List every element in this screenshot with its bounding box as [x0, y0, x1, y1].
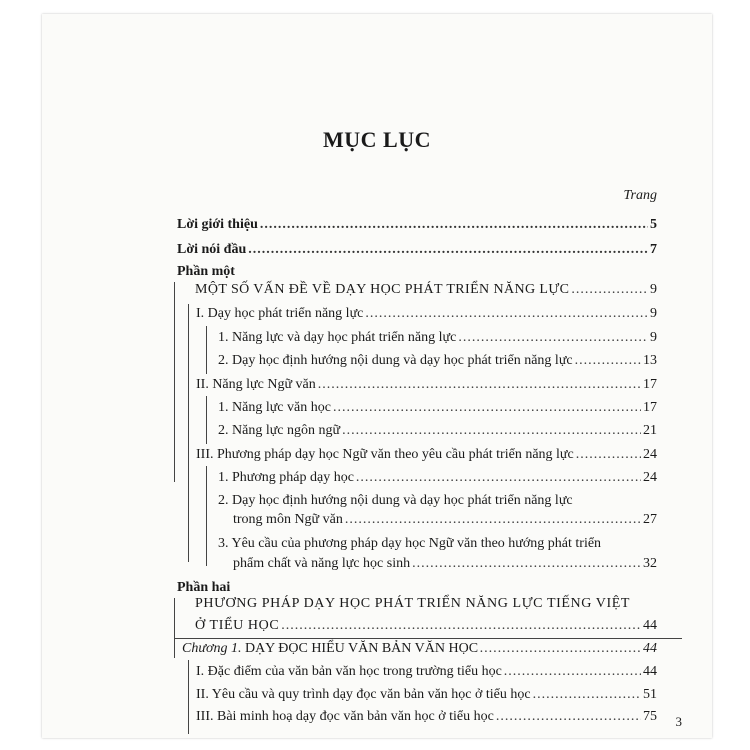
- toc-section: I. Đặc điểm của văn bản văn học trong trường tiểu học ..... 44: [196, 664, 657, 680]
- toc-subsection-line1: 3. Yêu cầu của phương pháp dạy học Ngữ văn theo hướng phát triển: [218, 536, 602, 551]
- toc-section: II. Yêu cầu và quy trình dạy đọc văn bản văn học ở tiểu học ..... 51: [196, 687, 657, 703]
- part-one-heading: MỘT SỐ VẤN ĐỀ VỀ DẠY HỌC PHÁT TRIỂN NĂNG LỰC ..... 9: [195, 282, 657, 298]
- toc-section: I. Dạy học phát triển năng lực ..... 9: [196, 306, 657, 322]
- toc-section: III. Phương pháp dạy học Ngữ văn theo yêu cầu phát triển năng lực ..... 24: [196, 447, 657, 463]
- toc-chapter-1: Chương 1. DẠY ĐỌC HIỂU VĂN BẢN VĂN HỌC ..... 44: [182, 641, 657, 657]
- toc-subsection-line1: 2. Dạy học định hướng nội dung và dạy học phát triển năng lực: [218, 493, 573, 508]
- part-two-heading: Ở TIỂU HỌC ..... 44: [195, 618, 657, 634]
- part-two-heading-line1: PHƯƠNG PHÁP DẠY HỌC PHÁT TRIỂN NĂNG LỰC TIẾNG VIỆT: [195, 596, 631, 611]
- part-two-label: Phần hai: [177, 580, 231, 595]
- page-column-label: Trang: [623, 188, 657, 203]
- book-page: [42, 14, 712, 738]
- toc-section: III. Bài minh hoạ dạy đọc văn bản văn học ở tiểu học ..... 75: [196, 709, 657, 725]
- toc-subsection: phẩm chất và năng lực học sinh ..... 32: [233, 556, 657, 572]
- toc-subsection: 1. Phương pháp dạy học ..... 24: [218, 470, 657, 486]
- toc-subsection: 1. Năng lực và dạy học phát triển năng lực ..... 9: [218, 330, 657, 346]
- toc-subsection: trong môn Ngữ văn ..... 27: [233, 512, 657, 528]
- toc-entry-preface: Lời nói đầu ..... 7: [177, 242, 657, 258]
- page-title: MỤC LỤC: [323, 127, 431, 152]
- toc-subsection: 2. Dạy học định hướng nội dung và dạy học phát triển năng lực ..... 13: [218, 353, 657, 369]
- page-number: 3: [675, 714, 682, 729]
- part-one-label: Phần một: [177, 264, 235, 279]
- toc-subsection: 1. Năng lực văn học ..... 17: [218, 400, 657, 416]
- toc-subsection: 2. Năng lực ngôn ngữ ..... 21: [218, 423, 657, 439]
- toc-section: II. Năng lực Ngữ văn ..... 17: [196, 377, 657, 393]
- toc-entry-intro: Lời giới thiệu ..... 5: [177, 217, 657, 233]
